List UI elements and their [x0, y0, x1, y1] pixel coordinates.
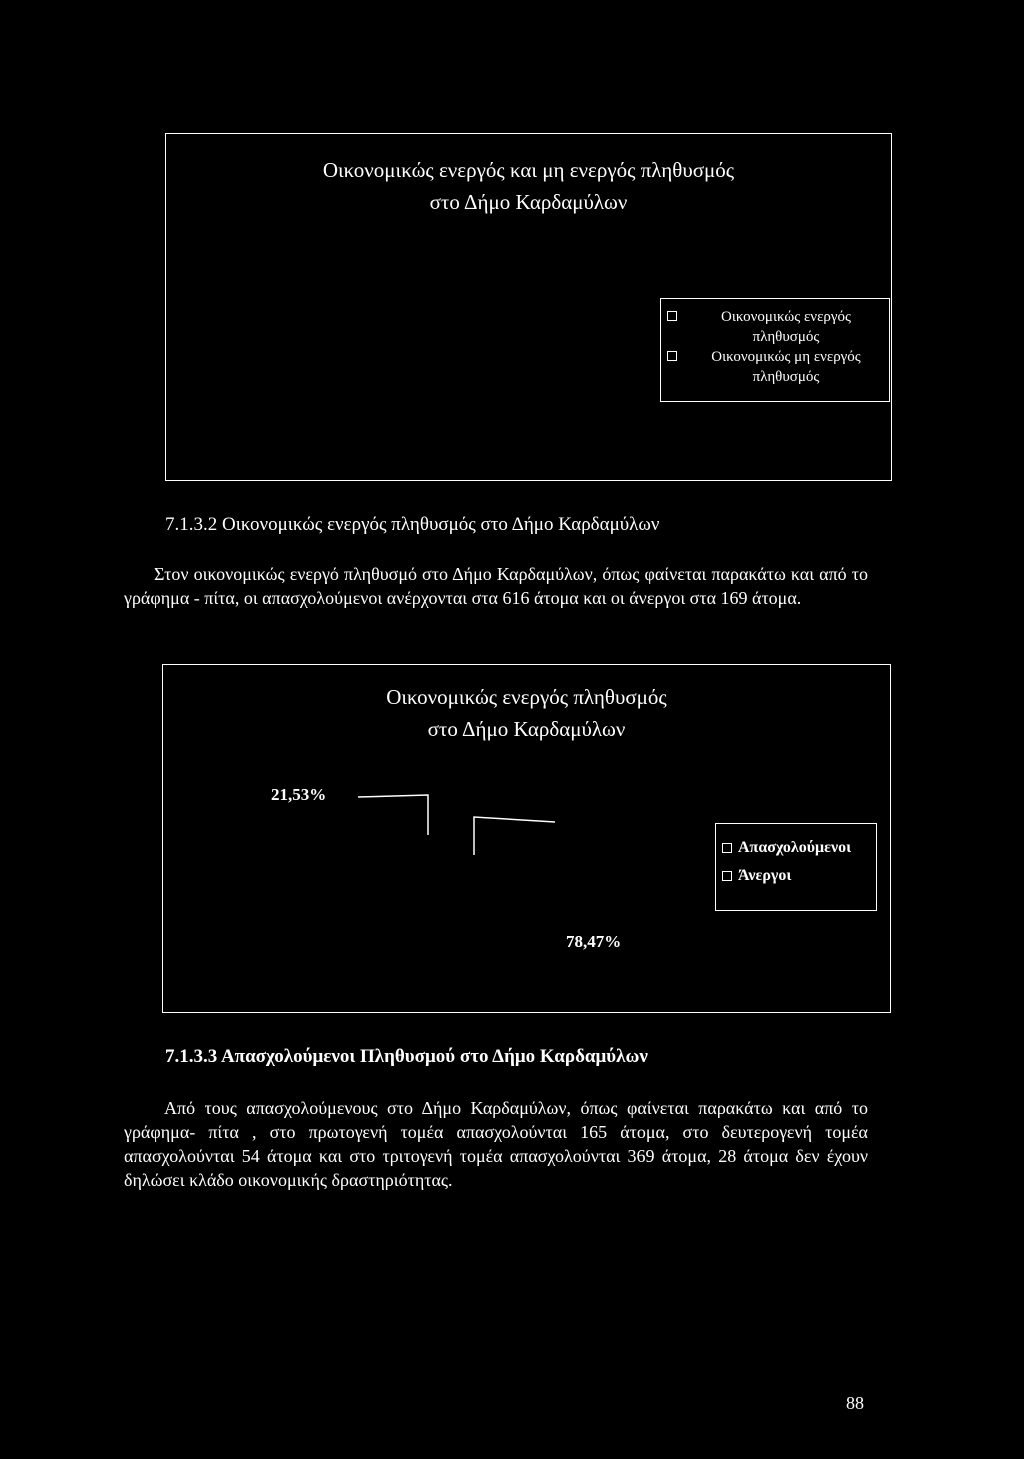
chart1-legend-item [667, 347, 889, 387]
section-paragraph-7133: Από τους απασχολούμενους στο Δήμο Καρδαμύλων, όπως φαίνεται παρακάτω και από το γράφημα- πίτα , στο πρωτογενή τομέα απασχολούνται 165 άτομα, στο δευτερογενή τομέα απασχολούνται 54 άτομα και στο τριτογενή τομέα απασχολούνται 369 άτομα, 28 άτομα δεν έχουν δηλώσει κλάδο οικονομικής δραστηριότητας. [124, 1098, 868, 1190]
page-number: 88 [846, 1393, 864, 1413]
section-heading-7132: 7.1.3.2 Οικονομικώς ενεργός πληθυσμός στο Δήμο Καρδαμύλων [165, 514, 660, 535]
legend-label: Άνεργοι [738, 867, 792, 884]
legend-label: Απασχολούμενοι [738, 839, 852, 856]
chart2-title-line2: στο Δήμο Καρδαμύλων [427, 717, 626, 741]
chart1-title-line1: Οικονομικώς ενεργός και μη ενεργός πληθυσμός [322, 158, 735, 182]
chart2-title-line1: Οικονομικώς ενεργός πληθυσμός [386, 685, 667, 709]
data-label-large-slice: 78,47% [566, 932, 622, 951]
chart1-title-line2: στο Δήμο Καρδαμύλων [429, 190, 628, 214]
data-label-small-slice: 21,53% [271, 785, 327, 804]
chart2-legend [715, 823, 877, 911]
legend-swatch-icon [722, 871, 732, 881]
section-heading-7133: 7.1.3.3 Απασχολούμενοι Πληθυσμού στο Δήμο Καρδαμύλων [165, 1046, 648, 1067]
legend-label: Οικονομικώς μη ενεργός [711, 349, 861, 365]
legend-swatch-icon [667, 311, 677, 321]
chart1-legend-item [667, 307, 889, 347]
leader-line-large [474, 817, 555, 855]
chart-active-inactive-population [165, 133, 892, 481]
chart2-legend-item [722, 834, 876, 862]
section-paragraph-7132: Στον οικονομικώς ενεργό πληθυσμό στο Δήμο Καρδαμύλων, όπως φαίνεται παρακάτω και από το γράφημα - πίτα, οι απασχολούμενοι ανέρχονται στα 616 άτομα και οι άνεργοι στα 169 άτομα. [124, 564, 868, 608]
leader-line-small [358, 795, 428, 835]
chart1-legend [660, 298, 890, 402]
legend-label: πληθυσμός [752, 369, 820, 385]
legend-swatch-icon [667, 351, 677, 361]
chart1-title [166, 154, 891, 218]
chart-employed-unemployed [162, 664, 891, 1013]
chart2-legend-item [722, 862, 876, 890]
legend-label: Οικονομικώς ενεργός [721, 309, 851, 325]
legend-swatch-icon [722, 843, 732, 853]
legend-label: πληθυσμός [752, 329, 820, 345]
